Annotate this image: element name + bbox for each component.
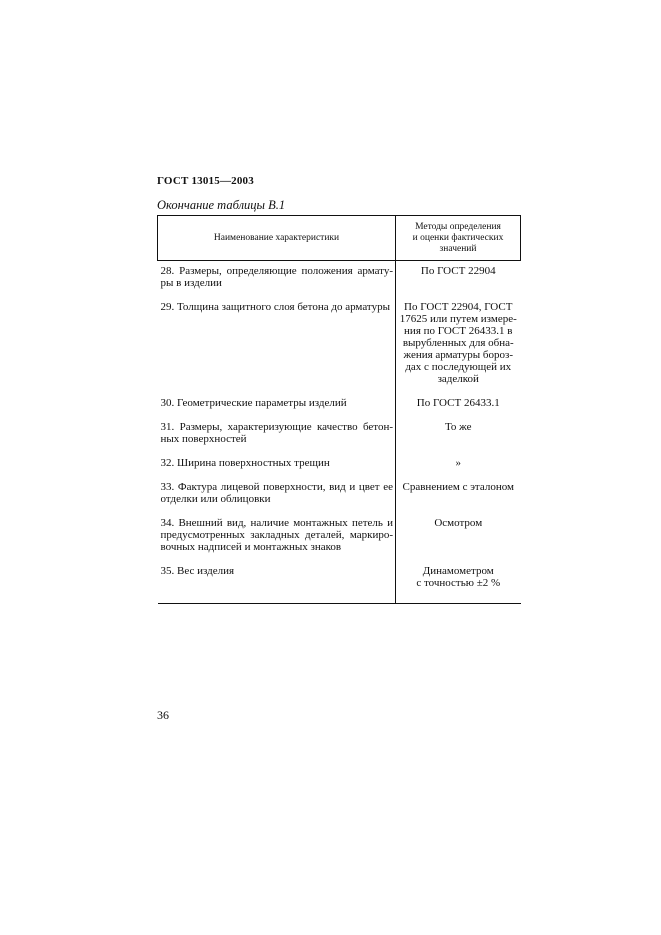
table-row xyxy=(158,453,521,477)
method-line: с точностью ±2 % xyxy=(416,577,501,589)
table-row xyxy=(158,561,521,604)
row-characteristic: 30. Геометрические параметры изделий xyxy=(160,397,347,409)
method-line: жения арматуры бороз- xyxy=(403,349,514,361)
method-line: ния по ГОСТ 26433.1 в xyxy=(404,325,513,337)
table-header-row xyxy=(158,216,521,261)
row-characteristic: 28. Размеры, определяющие положения армату-ры в изделии xyxy=(160,265,393,289)
method-line: » xyxy=(455,457,461,469)
table-row xyxy=(158,513,521,561)
row-characteristic: 34. Внешний вид, наличие монтажных петель и предусмотренных закладных деталей, маркиро-вочных надписей и монтажных знаков xyxy=(160,517,393,553)
row-characteristic: 32. Ширина поверхностных трещин xyxy=(160,457,330,469)
page-number: 36 xyxy=(157,708,169,722)
row-characteristic: 35. Вес изделия xyxy=(158,561,396,604)
table-row xyxy=(158,261,521,298)
method-line: По ГОСТ 22904, ГОСТ xyxy=(404,301,513,313)
row-characteristic: 33. Фактура лицевой поверхности, вид и цвет ее отделки или облицовки xyxy=(160,481,393,505)
row-method xyxy=(396,261,521,298)
method-line: 17625 или путем измере- xyxy=(399,313,517,325)
table-row xyxy=(158,417,521,453)
method-line: Осмотром xyxy=(434,517,483,529)
method-line: По ГОСТ 26433.1 xyxy=(416,397,500,409)
row-method xyxy=(396,513,521,561)
header-method-line: значений xyxy=(439,244,477,254)
row-characteristic: 31. Размеры, характеризующие качество бетон-ных поверхностей xyxy=(160,421,393,445)
row-method xyxy=(396,453,521,477)
method-line: дах с последующей их xyxy=(405,361,512,373)
header-characteristic: Наименование характеристики xyxy=(158,216,396,261)
method-line: То же xyxy=(445,421,472,433)
method-line: По ГОСТ 22904 xyxy=(420,265,496,277)
table-row xyxy=(158,393,521,417)
header-method-line: Методы определения xyxy=(415,222,501,232)
row-method xyxy=(396,477,521,513)
method-line: вырубленных для обна- xyxy=(402,337,514,349)
document-code: ГОСТ 13015—2003 xyxy=(157,175,254,187)
row-characteristic: 29. Толщина защитного слоя бетона до арматуры xyxy=(160,301,390,313)
row-method xyxy=(396,561,521,604)
row-method xyxy=(396,393,521,417)
table-row xyxy=(158,297,521,393)
characteristics-table xyxy=(157,215,521,604)
method-line: Динамометром xyxy=(422,565,494,577)
header-method xyxy=(396,216,521,261)
method-line: Сравнением с эталоном xyxy=(402,481,514,493)
row-method xyxy=(396,417,521,453)
table-row xyxy=(158,477,521,513)
method-line: заделкой xyxy=(437,373,479,385)
row-method xyxy=(396,297,521,393)
header-method-line: и оценки фактических xyxy=(412,233,504,243)
table-caption: Окончание таблицы В.1 xyxy=(157,198,286,212)
